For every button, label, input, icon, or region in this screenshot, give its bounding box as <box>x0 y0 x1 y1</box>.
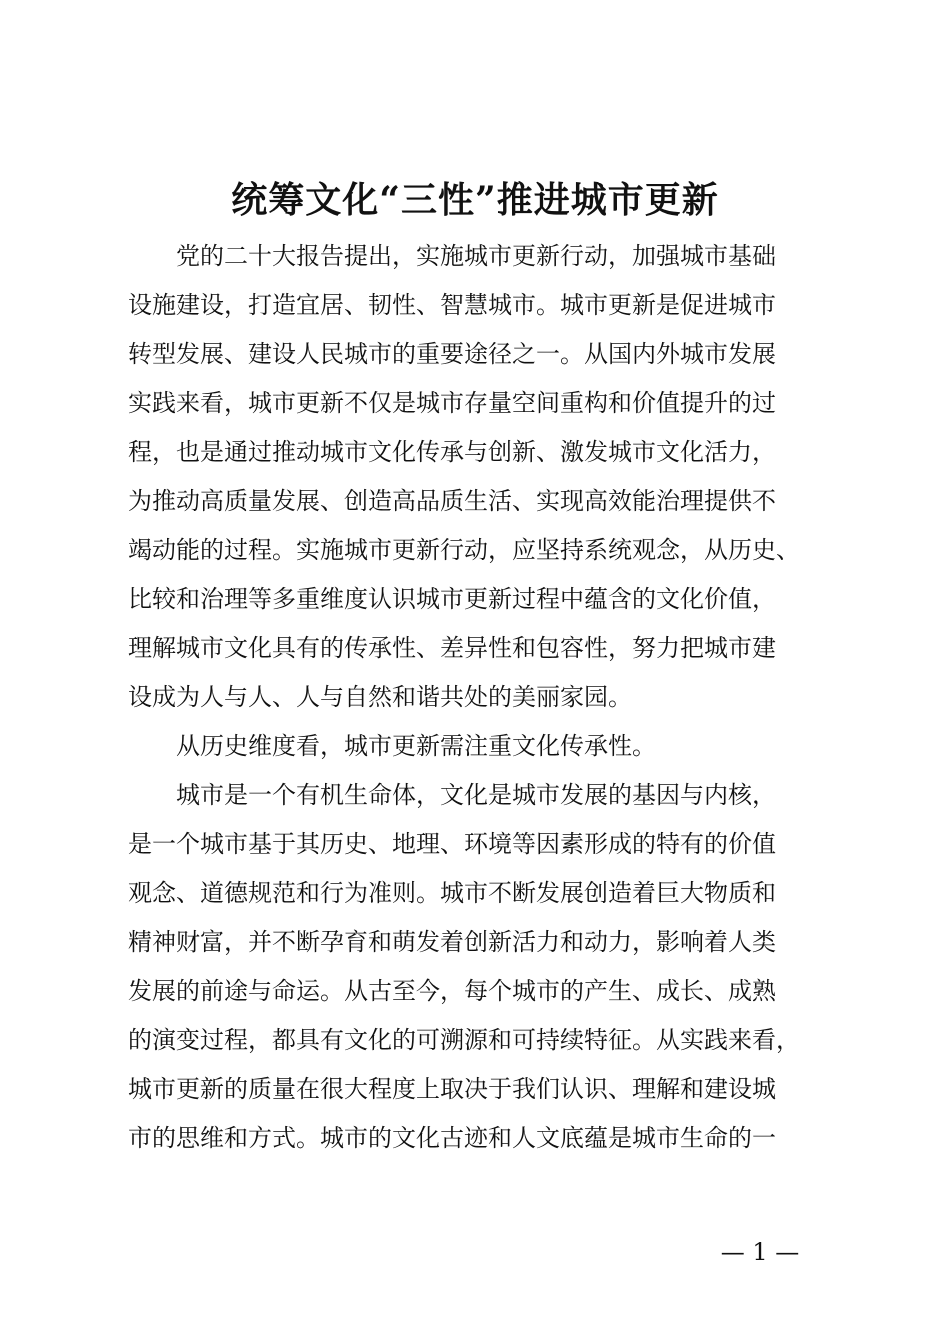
text-line: 比较和治理等多重维度认识城市更新过程中蕴含的文化价值， <box>128 585 776 613</box>
text-line: 设成为人与人、人与自然和谐共处的美丽家园。 <box>128 683 632 711</box>
paragraph-2 <box>128 722 848 771</box>
paragraph-1 <box>128 232 848 722</box>
text-line: 观念、道德规范和行为准则。城市不断发展创造着巨大物质和 <box>128 879 776 907</box>
text-line: 市的思维和方式。城市的文化古迹和人文底蕴是城市生命的一 <box>128 1124 776 1152</box>
text-line: 城市更新的质量在很大程度上取决于我们认识、理解和建设城 <box>128 1075 776 1103</box>
page-number: — 1 — <box>720 1238 800 1266</box>
text-line: 设施建设，打造宜居、韧性、智慧城市。城市更新是促进城市 <box>128 291 776 319</box>
text-line: 发展的前途与命运。从古至今，每个城市的产生、成长、成熟 <box>128 977 776 1005</box>
text-line: 转型发展、建设人民城市的重要途径之一。从国内外城市发展 <box>128 340 776 368</box>
paragraph-3 <box>128 771 848 1163</box>
text-line: 实践来看，城市更新不仅是城市存量空间重构和价值提升的过 <box>128 389 776 417</box>
text-line: 理解城市文化具有的传承性、差异性和包容性，努力把城市建 <box>128 634 776 662</box>
text-line: 为推动高质量发展、创造高品质生活、实现高效能治理提供不 <box>128 487 776 515</box>
text-line: 从历史维度看，城市更新需注重文化传承性。 <box>176 732 656 760</box>
document-title: 统筹文化“三性”推进城市更新 <box>231 179 719 221</box>
document-body <box>128 232 848 1163</box>
text-line: 精神财富，并不断孕育和萌发着创新活力和动力，影响着人类 <box>128 928 776 956</box>
text-line: 的演变过程，都具有文化的可溯源和可持续特征。从实践来看， <box>128 1026 800 1054</box>
text-line: 是一个城市基于其历史、地理、环境等因素形成的特有的价值 <box>128 830 776 858</box>
text-line: 党的二十大报告提出，实施城市更新行动，加强城市基础 <box>176 242 776 270</box>
text-line: 城市是一个有机生命体，文化是城市发展的基因与内核， <box>176 781 776 809</box>
text-line: 竭动能的过程。实施城市更新行动，应坚持系统观念，从历史、 <box>128 536 800 564</box>
text-line: 程，也是通过推动城市文化传承与创新、激发城市文化活力， <box>128 438 776 466</box>
